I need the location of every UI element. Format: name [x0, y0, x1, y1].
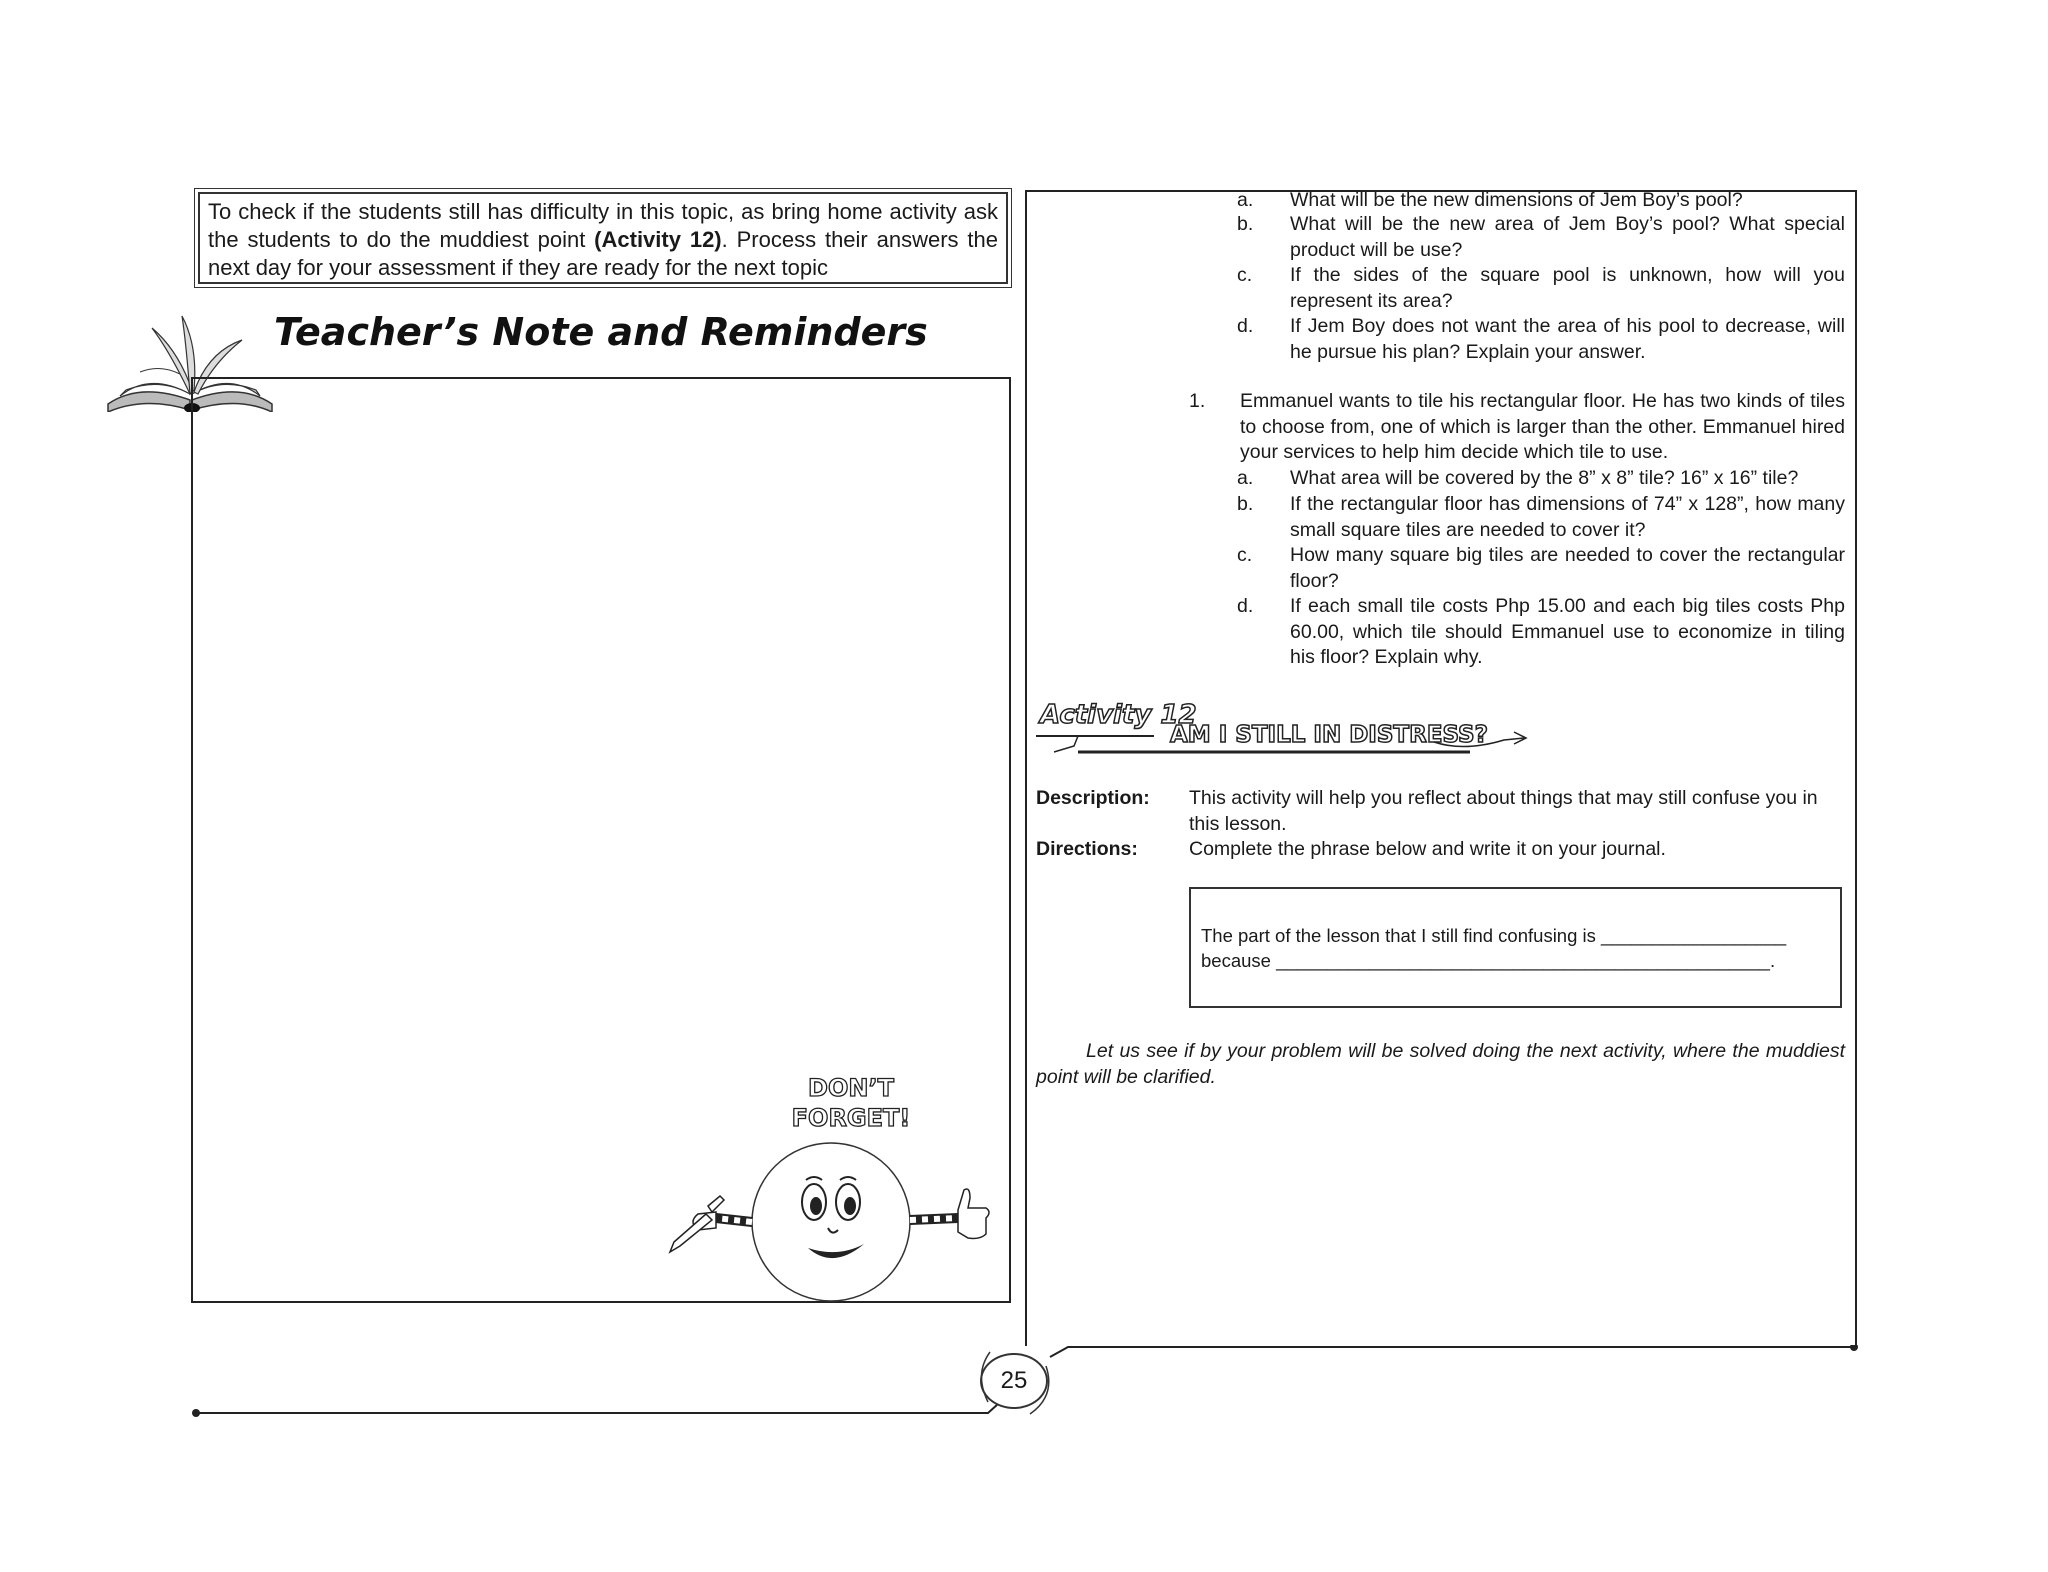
phrase-line: The part of the lesson that I still find confusing is __________________: [1201, 925, 1787, 946]
question-letter: a.: [1237, 189, 1254, 211]
note-text-part: To check if the students still has difficulty in this topic, as bring home activity ask the students to do the muddiest point: [208, 199, 998, 252]
directions-text: Complete the phrase below and write it on your journal.: [1189, 838, 1666, 860]
directions-label: Directions:: [1036, 838, 1138, 860]
question-text: If the sides of the square pool is unknown, how will you represent its area?: [1290, 264, 1845, 312]
question-letter: c.: [1237, 544, 1253, 566]
problem-item: [1189, 389, 1845, 466]
right-bottom-rule: [1048, 1345, 1878, 1359]
page-bottom-rule: [190, 1380, 1010, 1420]
question-letter: d.: [1237, 315, 1254, 337]
question-letter: d.: [1237, 595, 1254, 617]
pool-question-c: [1237, 263, 1845, 314]
description-text: This activity will help you reflect about things that may still confuse you in this lesson.: [1189, 787, 1818, 835]
phrase-line: because ________________________________________________.: [1201, 950, 1776, 971]
dont-forget-line: FORGET!: [791, 1104, 911, 1132]
pool-question-a: [1237, 188, 1845, 214]
reminder-note-text: [198, 192, 1008, 284]
activity-heading-underline: [1034, 718, 1534, 758]
note-text-part: . Process their answers the next day for your assessment if they are ready for the next topic: [208, 227, 998, 280]
question-text: If the rectangular floor has dimensions of 74” x 128”, how many small square tiles are needed to cover it?: [1290, 493, 1845, 541]
question-text: If each small tile costs Php 15.00 and each big tiles costs Php 60.00, which tile should Emmanuel use to economize in tiling his floor? Explain why.: [1290, 595, 1845, 668]
activity-label: Activity 12: [1040, 700, 1197, 730]
smiley-mascot-icon: [668, 1140, 1014, 1304]
description-label: Description:: [1036, 787, 1150, 809]
question-text: How many square big tiles are needed to cover the rectangular floor?: [1290, 544, 1845, 592]
question-text: What will be the new dimensions of Jem Boy’s pool?: [1290, 189, 1743, 211]
problem-text: Emmanuel wants to tile his rectangular floor. He has two kinds of tiles to choose from, one of which is larger than the other. Emmanuel hired your services to help him decide which tile to use.: [1240, 390, 1845, 463]
tile-question-a: [1237, 466, 1845, 492]
page-number: 25: [980, 1353, 1048, 1409]
tile-question-c: [1237, 543, 1845, 594]
question-letter: c.: [1237, 264, 1253, 286]
question-letter: a.: [1237, 467, 1254, 489]
tile-question-d: [1237, 594, 1845, 671]
question-text: If Jem Boy does not want the area of his pool to decrease, will he pursue his plan? Explain your answer.: [1290, 315, 1845, 363]
dont-forget-line: DON’T: [808, 1074, 894, 1102]
closing-paragraph: Let us see if by your problem will be solved doing the next activity, where the muddiest point will be clarified.: [1036, 1040, 1845, 1088]
pool-question-d: [1237, 314, 1845, 365]
page-number-ring: [972, 1344, 1056, 1420]
teacher-note-title: Teacher’s Note and Reminders: [274, 310, 928, 354]
question-text: What will be the new area of Jem Boy’s pool? What special product will be use?: [1290, 213, 1845, 261]
note-text-bold: (Activity 12): [594, 227, 722, 252]
tile-question-b: [1237, 492, 1845, 543]
problem-number: 1.: [1189, 390, 1206, 412]
question-letter: b.: [1237, 493, 1254, 515]
reminder-note-box: [194, 188, 1012, 288]
journal-phrase-box: [1189, 887, 1842, 1008]
pool-question-b: [1237, 212, 1845, 263]
activity-title: AM I STILL IN DISTRESS?: [1170, 722, 1488, 748]
question-letter: b.: [1237, 213, 1254, 235]
dont-forget-text: [786, 1073, 916, 1133]
question-text: What area will be covered by the 8” x 8” tile? 16” x 16” tile?: [1290, 467, 1799, 489]
